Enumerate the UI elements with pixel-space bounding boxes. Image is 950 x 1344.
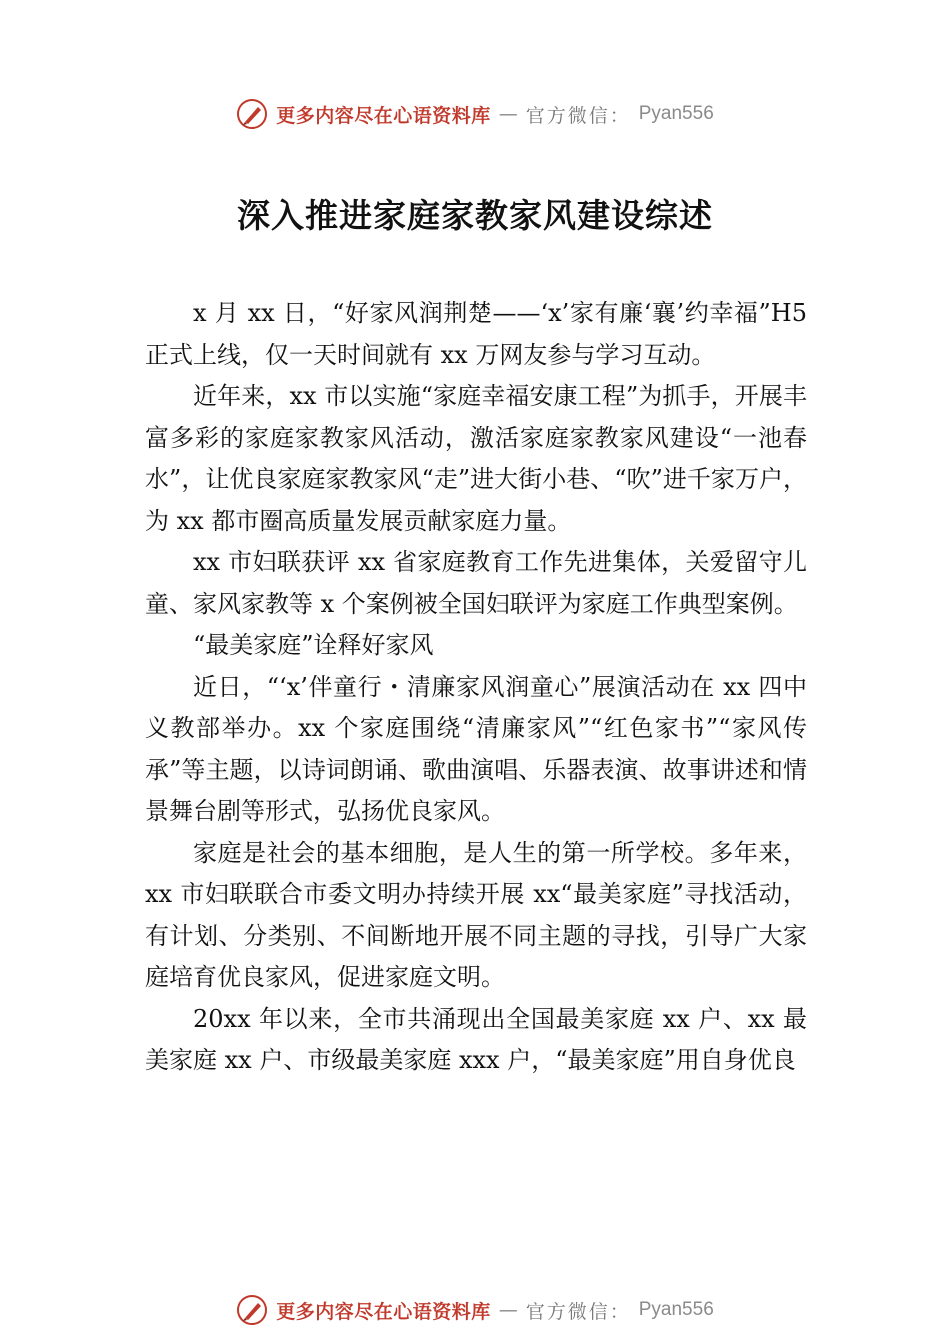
separator: — — [498, 103, 518, 125]
wechat-id: Pyan556 — [638, 1299, 714, 1320]
document-body — [145, 293, 807, 1082]
separator: — — [498, 1299, 518, 1321]
brand-text: 更多内容尽在心语资料库 — [276, 1300, 491, 1323]
wechat-label: 官方微信： — [525, 1300, 631, 1323]
paragraph: x 月 xx 日，“好家风润荆楚——‘x’家有廉‘襄’约幸福”H5 正式上线，仅一天时间就有 xx 万网友参与学习互动。 — [145, 299, 807, 369]
wechat-id: Pyan556 — [638, 103, 714, 124]
quill-logo-icon — [236, 1294, 268, 1326]
paragraph: 近日，“‘x’伴童行・清廉家风润童心”展演活动在 xx 四中义教部举办。xx 个家庭围绕“清廉家风”“红色家书”“家风传承”等主题，以诗词朗诵、歌曲演唱、乐器表演、故事讲述和情景舞台剧等形式，弘扬优良家风。 — [145, 672, 807, 825]
wechat-label: 官方微信： — [525, 104, 631, 127]
brand-text: 更多内容尽在心语资料库 — [276, 104, 491, 127]
paragraph: 近年来，xx 市以实施“家庭幸福安康工程”为抓手，开展丰富多彩的家庭家教家风活动，激活家庭家教家风建设“一池春水”，让优良家庭家教家风“走”进大街小巷、“吹”进千家万户，为 xx 都市圈高质量发展贡献家庭力量。 — [145, 382, 807, 535]
document-title: 深入推进家庭家教家风建设综述 — [237, 196, 713, 235]
paragraph: 家庭是社会的基本细胞，是人生的第一所学校。多年来，xx 市妇联联合市委文明办持续开展 xx“最美家庭”寻找活动，有计划、分类别、不间断地开展不同主题的寻找，引导广大家庭培育优良家风，促进家庭文明。 — [145, 838, 807, 991]
section-heading: “最美家庭”诠释好家风 — [193, 631, 434, 659]
paragraph: 20xx 年以来，全市共涌现出全国最美家庭 xx 户、xx 最美家庭 xx 户、市级最美家庭 xxx 户，“最美家庭”用自身优良 — [145, 1004, 807, 1074]
quill-logo-icon — [236, 98, 268, 130]
header-watermark-banner — [0, 94, 950, 134]
paragraph: xx 市妇联获评 xx 省家庭教育工作先进集体，关爱留守儿童、家风家教等 x 个案例被全国妇联评为家庭工作典型案例。 — [145, 548, 807, 618]
footer-watermark-banner — [0, 1290, 950, 1330]
